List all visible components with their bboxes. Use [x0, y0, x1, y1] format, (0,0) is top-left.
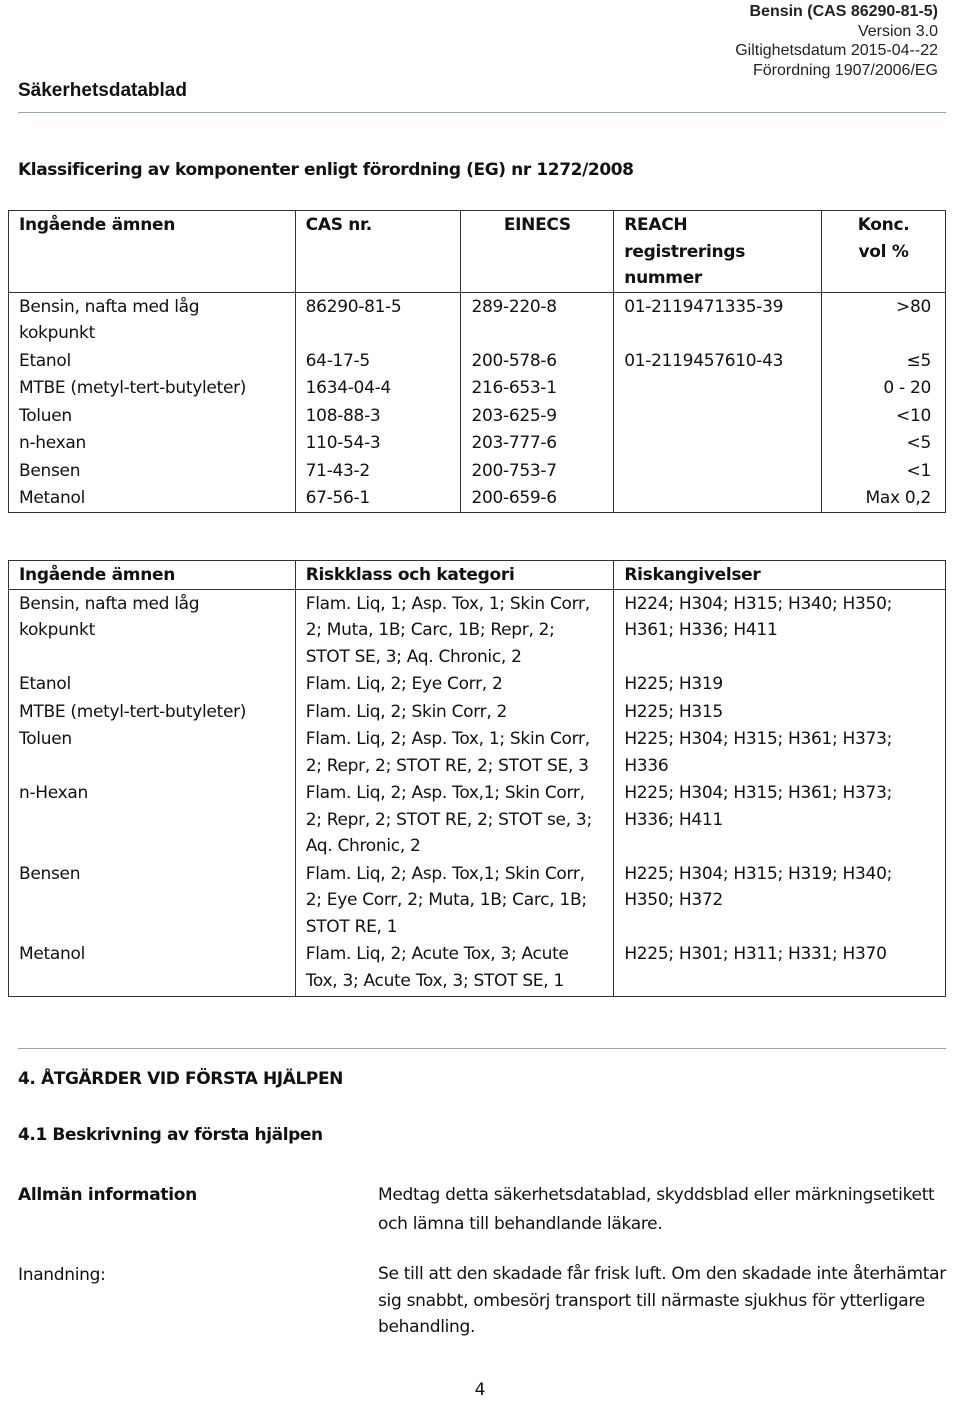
- reach-header-line1: REACH registrerings: [624, 215, 746, 262]
- cell-konc: >80: [822, 292, 946, 347]
- cell-cas: 86290-81-5: [295, 292, 461, 347]
- cell-ingredient: n-hexan: [9, 429, 296, 457]
- page-number: 4: [474, 1380, 486, 1400]
- header-divider: [18, 112, 946, 113]
- cell-ingredient: n-Hexan: [9, 779, 296, 860]
- cell-konc: 0 - 20: [822, 374, 946, 402]
- cell-ingredient: Bensen: [9, 860, 296, 941]
- konc-header-line2: vol %: [858, 241, 909, 262]
- cell-einecs: 200-578-6: [461, 347, 614, 375]
- cell-ingredient: Metanol: [9, 484, 296, 512]
- cell-reach: [614, 402, 822, 430]
- cell-einecs: 203-777-6: [461, 429, 614, 457]
- inhalation-label: Inandning:: [18, 1265, 106, 1285]
- col-header-cas: CAS nr.: [295, 211, 461, 293]
- cell-einecs: 203-625-9: [461, 402, 614, 430]
- section-title: 4. ÅTGÄRDER VID FÖRSTA HJÄLPEN: [18, 1069, 343, 1089]
- cell-hazard-class: Flam. Liq, 1; Asp. Tox, 1; Skin Corr, 2; Muta, 1B; Carc, 1B; Repr, 2; STOT SE, 3; Aq. Chronic, 2: [295, 589, 614, 670]
- table-row: [9, 484, 946, 512]
- table-row: [9, 429, 946, 457]
- hazard-header-row: [9, 561, 946, 590]
- table-row: [9, 374, 946, 402]
- cell-konc: <10: [822, 402, 946, 430]
- table-row: [9, 725, 946, 779]
- general-info-label: Allmän information: [18, 1185, 197, 1205]
- cell-ingredient: Bensen: [9, 457, 296, 485]
- regulation: Förordning 1907/2006/EG: [752, 61, 938, 79]
- table-row: [9, 457, 946, 485]
- document-title: Säkerhetsdatablad: [18, 80, 187, 101]
- inhalation-text: Se till att den skadade får frisk luft. Om den skadade inte återhämtar sig snabbt, ombesörj transport till närmaste sjukhus för ytterligare behandling.: [378, 1264, 946, 1337]
- table-row: [9, 779, 946, 860]
- table-row: [9, 940, 946, 997]
- cell-ingredient: MTBE (metyl-tert-butyleter): [9, 698, 296, 726]
- cell-ingredient: Bensin, nafta med låg kokpunkt: [9, 292, 296, 347]
- cell-cas: 67-56-1: [295, 484, 461, 512]
- cell-cas: 110-54-3: [295, 429, 461, 457]
- table-row: [9, 402, 946, 430]
- konc-header-line1: Konc.: [857, 215, 910, 235]
- composition-table: [8, 210, 946, 513]
- classification-heading: Klassificering av komponenter enligt förordning (EG) nr 1272/2008: [18, 160, 634, 180]
- cell-cas: 64-17-5: [295, 347, 461, 375]
- cell-ingredient: Bensin, nafta med låg kokpunkt: [9, 589, 296, 670]
- cell-reach: [614, 429, 822, 457]
- table-row: [9, 860, 946, 941]
- cell-cas: 108-88-3: [295, 402, 461, 430]
- document-header-meta: [735, 2, 938, 80]
- cell-einecs: 216-653-1: [461, 374, 614, 402]
- reach-header-line2: nummer: [624, 268, 703, 288]
- cell-cas: 1634-04-4: [295, 374, 461, 402]
- cell-ingredient: MTBE (metyl-tert-butyleter): [9, 374, 296, 402]
- col-header-ingredient: Ingående ämnen: [9, 211, 296, 293]
- cell-ingredient: Metanol: [9, 940, 296, 997]
- composition-header-row: [9, 211, 946, 293]
- version: Version 3.0: [857, 22, 938, 40]
- section-divider: [18, 1048, 946, 1049]
- cell-hazard-class: Flam. Liq, 2; Asp. Tox,1; Skin Corr, 2; Repr, 2; STOT RE, 2; STOT se, 3; Aq. Chronic, 2: [295, 779, 614, 860]
- table-row: [9, 292, 946, 347]
- table-row: [9, 698, 946, 726]
- cell-hazard-statements: H225; H304; H315; H361; H373; H336: [614, 725, 946, 779]
- cell-ingredient: Toluen: [9, 725, 296, 779]
- cell-reach: [614, 484, 822, 512]
- general-info-text: Medtag detta säkerhetsdatablad, skyddsblad eller märkningsetikett och lämna till behandlande läkare.: [378, 1185, 935, 1234]
- cell-einecs: 200-659-6: [461, 484, 614, 512]
- subsection-title: 4.1 Beskrivning av första hjälpen: [18, 1125, 323, 1145]
- cell-hazard-statements: H225; H304; H315; H361; H373; H336; H411: [614, 779, 946, 860]
- cell-konc: ≤5: [822, 347, 946, 375]
- cell-konc: Max 0,2: [822, 484, 946, 512]
- cell-ingredient: Etanol: [9, 670, 296, 698]
- col-header-ingredient: Ingående ämnen: [9, 561, 296, 590]
- cell-reach: [614, 374, 822, 402]
- table-row: [9, 670, 946, 698]
- cell-konc: <1: [822, 457, 946, 485]
- col-header-hazard-statements: Riskangivelser: [614, 561, 946, 590]
- col-header-hazard-class: Riskklass och kategori: [295, 561, 614, 590]
- cell-reach: [614, 457, 822, 485]
- cell-hazard-statements: H225; H315: [614, 698, 946, 726]
- table-row: [9, 589, 946, 670]
- cell-hazard-class: Flam. Liq, 2; Acute Tox, 3; Acute Tox, 3; Acute Tox, 3; STOT SE, 1: [295, 940, 614, 997]
- cell-reach: 01-2119457610-43: [614, 347, 822, 375]
- cell-hazard-statements: H224; H304; H315; H340; H350; H361; H336; H411: [614, 589, 946, 670]
- col-header-konc: [822, 211, 946, 293]
- cell-hazard-class: Flam. Liq, 2; Skin Corr, 2: [295, 698, 614, 726]
- cell-hazard-statements: H225; H301; H311; H331; H370: [614, 940, 946, 997]
- cell-reach: 01-2119471335-39: [614, 292, 822, 347]
- cell-ingredient: Etanol: [9, 347, 296, 375]
- cell-konc: <5: [822, 429, 946, 457]
- cell-hazard-class: Flam. Liq, 2; Asp. Tox, 1; Skin Corr, 2; Repr, 2; STOT RE, 2; STOT SE, 3: [295, 725, 614, 779]
- hazard-classification-table: [8, 560, 946, 997]
- product-name: Bensin (CAS 86290-81-5): [749, 3, 938, 20]
- cell-hazard-statements: H225; H304; H315; H319; H340; H350; H372: [614, 860, 946, 941]
- cell-hazard-class: Flam. Liq, 2; Asp. Tox,1; Skin Corr, 2; Eye Corr, 2; Muta, 1B; Carc, 1B; STOT RE, 1: [295, 860, 614, 941]
- col-header-reach: [614, 211, 822, 293]
- cell-hazard-statements: H225; H319: [614, 670, 946, 698]
- cell-einecs: 200-753-7: [461, 457, 614, 485]
- valid-date: Giltighetsdatum 2015-04--22: [735, 42, 938, 59]
- cell-ingredient: Toluen: [9, 402, 296, 430]
- cell-cas: 71-43-2: [295, 457, 461, 485]
- cell-hazard-class: Flam. Liq, 2; Eye Corr, 2: [295, 670, 614, 698]
- table-row: [9, 347, 946, 375]
- cell-einecs: 289-220-8: [461, 292, 614, 347]
- col-header-einecs: EINECS: [461, 211, 614, 293]
